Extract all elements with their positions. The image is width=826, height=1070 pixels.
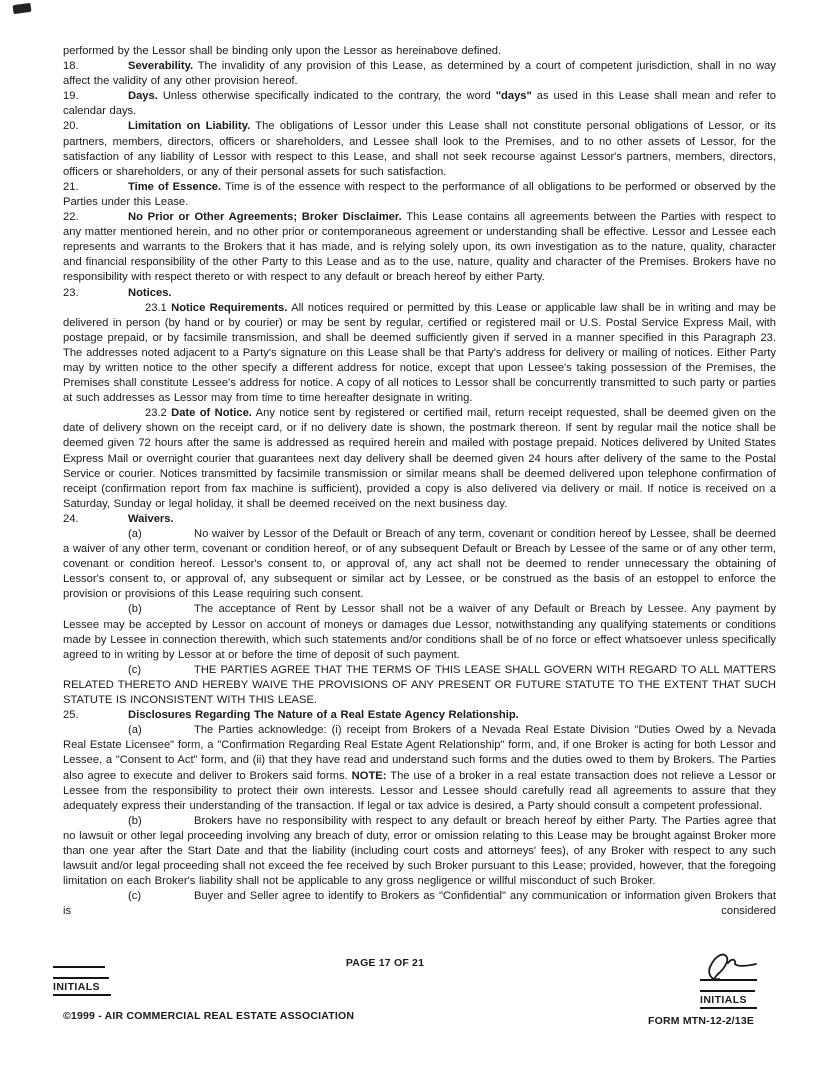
initials-underline [53, 994, 111, 996]
section-heading: Severability. [128, 60, 194, 73]
section-21-time-of-essence [63, 180, 776, 210]
paragraph-text: THE PARTIES AGREE THAT THE TERMS OF THIS LEASE SHALL GOVERN WITH REGARD TO ALL MATTERS RELATED THERETO AND HEREBY WAIVE THE PROVISIONS OF ANY PRESENT OR FUTURE STATUTE TO THE EXTENT THAT SUCH STATUTE IS INCONSISTENT WITH THIS LEASE. [63, 663, 776, 707]
handwritten-initials-icon [703, 952, 761, 982]
section-number: 21. [63, 180, 79, 193]
section-heading: Disclosures Regarding The Nature of a Real Estate Agency Relationship. [128, 709, 519, 722]
clause-letter: (a) [128, 724, 142, 737]
section-number: 24. [63, 512, 79, 525]
section-24-waivers [63, 512, 776, 527]
paragraph-text: Time is of the essence with respect to the performance of all obligations to be performed or observed by the Parties under this Lease. [63, 180, 777, 208]
section-number: 22. [63, 211, 79, 224]
clause-letter: (c) [128, 890, 142, 903]
clause-letter: (b) [128, 814, 142, 827]
paragraph-text: Unless otherwise specifically indicated to the contrary, the word [162, 90, 496, 103]
lease-text-body [63, 44, 776, 919]
paragraph-text: Buyer and Seller agree to identify to Brokers as "Confidential" any communication or information given Brokers that is considered [63, 890, 776, 918]
initials-line [53, 977, 109, 979]
subsection-23-2-date-of-notice [63, 406, 776, 512]
paragraph-text: This Lease contains all agreements between the Parties with respect to any matter mentioned herein, and no other prior or contemporaneous agreement or understanding shall be effective. Lessor and Lessee each represents and warrants to the Brokers that it has made, and is relying solely upon, its own investigation as to the nature, quality, character and financial responsibility of the other Party to this Lease and as to the use, nature, quality and character of the Premises. Brokers have no responsibility with respect thereto or with respect to any default or breach hereof by either Party. [63, 211, 776, 284]
subsection-23-1-notice-requirements [63, 301, 776, 407]
subsection-number: 23.1 [145, 301, 167, 314]
paragraph-text: The acceptance of Rent by Lessor shall not be a waiver of any Default or Breach by Lessee. Any payment by Lessee may be accepted by Lessor on account of moneys or damages due Lessor, notwithstanding any qualifying statements or conditions made by Lessee in connection therewith, which such statements and/or conditions shall be of no force or effect whatsoever unless specifically agreed to in writing by Lessor at or before the time of deposit of such payment. [63, 603, 776, 661]
section-heading: Days. [128, 90, 158, 103]
clause-25c [63, 889, 776, 919]
subsection-heading: Notice Requirements. [171, 301, 288, 314]
paragraph-text: The Parties acknowledge: (i) receipt from Brokers of a Nevada Real Estate Division "Duties Owed by a Nevada Real Estate Licensee" form, a "Confirmation Regarding Real Estate Agent Relationship" form, and, if one Broker is acting for both Lessor and Lessee, a "Consent to Act" form, and (ii) that they have read and understand such forms and the duties owed to them by Brokers. The Parties also agree to execute and deliver to Brokers said forms. [63, 724, 776, 782]
initials-line [53, 966, 105, 968]
section-22-no-prior-agreements [63, 210, 776, 285]
signature-line [700, 979, 757, 981]
initials-underline [700, 1007, 757, 1009]
form-number-label: FORM MTN-12-2/13E [648, 1015, 755, 1027]
section-number: 18. [63, 60, 79, 73]
paragraph-text: No waiver by Lessor of the Default or Breach of any term, covenant or condition hereof by Lessee, shall be deemed a waiver of any other term, covenant or condition hereof, or of any subsequent Default or Breach by Lessee of the same or of any other term, covenant or condition hereof. Lessor's consent to, or approval of, any act shall not be deemed to render unnecessary the obtaining of Lessor's consent to, or approval of, any subsequent or similar act by Lessee, or be construed as the basis of an estoppel to enforce the provision or provisions of this Lease requiring such consent. [63, 528, 776, 601]
section-heading: Waivers. [128, 512, 174, 525]
section-number: 25. [63, 709, 79, 722]
section-25-disclosures [63, 708, 776, 723]
subsection-number: 23.2 [145, 407, 167, 420]
paragraph-text: performed by the Lessor shall be binding only upon the Lessor as hereinabove defined. [63, 45, 502, 57]
section-heading: Limitation on Liability. [128, 120, 251, 133]
section-heading: Time of Essence. [128, 180, 222, 193]
initials-block-right [700, 952, 762, 1009]
initials-block-left [53, 966, 113, 996]
paragraph-text: as used in this Lease shall mean and refer to calendar days. [63, 90, 776, 118]
paragraph-text: All notices required or permitted by this Lease or applicable law shall be in writing and may be delivered in person (by hand or by courier) or may be sent by regular, certified or registered mail or U.S. Postal Service Express Mail, with postage prepaid, or by facsimile transmission, and shall be deemed sufficiently given if served in a manner specified in this Paragraph 23. The addresses noted adjacent to a Party's signature on this Lease shall be that Party's address for delivery or mailing of notices. Either Party may by written notice to the other specify a different address for notice, except that upon Lessee's taking possession of the Premises, the Premises shall constitute Lessee's address for notice. A copy of all notices to Lessor shall be concurrently transmitted to such party or parties at such addresses as Lessor may from time to time hereafter designate in writing. [63, 301, 776, 405]
page-number-label: PAGE 17 OF 21 [345, 957, 425, 969]
clause-24a [63, 527, 776, 602]
paragraph-text: Brokers have no responsibility with respect to any default or breach hereof by either Party. The Parties agree that no lawsuit or other legal proceeding involving any breach of duty, error or omission relating to this Lease may be brought against Broker more than one year after the Start Date and that the liability (including court costs and attorneys' fees), of any Broker with respect to any such lawsuit and/or legal proceeding shall not exceed the fee received by such Broker pursuant to this Lease; provided, however, that the foregoing limitation on each Broker's liability shall not be applicable to any gross negligence or willful misconduct of such Broker. [63, 814, 776, 888]
clause-25b [63, 814, 776, 889]
scan-artifact-mark [12, 3, 31, 14]
paragraph-text: Any notice sent by registered or certified mail, return receipt requested, shall be deemed given on the date of delivery shown on the receipt card, or if no delivery date is shown, the postmark thereon. If sent by regular mail the notice shall be deemed given 72 hours after the same is addressed as required herein and mailed with postage prepaid. Notices delivered by United States Express Mail or overnight courier that guarantees next day delivery shall be deemed given 24 hours after delivery of the same to the Postal Service or courier. Notices transmitted by facsimile transmission or similar means shall be deemed delivered upon telephone confirmation of receipt (confirmation report from fax machine is sufficient), provided a copy is also delivered via delivery or mail. If notice is received on a Saturday, Sunday or legal holiday, it shall be deemed received on the next business day. [63, 407, 777, 510]
initials-line [700, 990, 755, 992]
section-19-days [63, 89, 776, 119]
clause-24b [63, 602, 776, 662]
copyright-line: ©1999 - AIR COMMERCIAL REAL ESTATE ASSOCIATION [63, 1010, 355, 1022]
section-20-limitation-on-liability [63, 119, 776, 179]
section-18-severability [63, 59, 776, 89]
clause-letter: (c) [128, 663, 142, 676]
paragraph-text: The use of a broker in a real estate transaction does not relieve a Lessor or Lessee from the responsibility to protect their own interests. Lessor and Lessee should carefully read all agreements to assure that they adequately express their understanding of the transaction. If legal or tax advice is desired, a Party should consult a competent professional. [63, 769, 776, 812]
section-heading: Notices. [128, 286, 172, 299]
section-heading: No Prior or Other Agreements; Broker Disclaimer. [128, 211, 402, 224]
paragraph-continuation [63, 44, 776, 59]
initials-label: INITIALS [53, 981, 100, 993]
section-23-notices [63, 286, 776, 301]
clause-25a [63, 723, 776, 814]
clause-letter: (b) [128, 603, 142, 616]
section-number: 19. [63, 90, 79, 103]
clause-24c [63, 663, 776, 708]
section-number: 23. [63, 286, 79, 299]
emphasized-word: "days" [495, 90, 532, 103]
note-label: NOTE: [351, 769, 387, 782]
clause-letter: (a) [128, 528, 142, 540]
section-number: 20. [63, 120, 79, 133]
subsection-heading: Date of Notice. [171, 407, 252, 420]
paragraph-text: The obligations of Lessor under this Lease shall not constitute personal obligations of Lessor, or its partners, members, directors, officers or shareholders, and Lessee shall look to the Premises, and to no other assets of Lessor, for the satisfaction of any liability of Lessor with respect to this Lease, and shall not seek recourse against Lessor's partners, members, directors, officers or shareholders, or any of their personal assets for such satisfaction. [63, 120, 776, 178]
initials-label: INITIALS [700, 994, 747, 1006]
paragraph-text: The invalidity of any provision of this Lease, as determined by a court of competent jurisdiction, shall in no way affect the validity of any other provision hereof. [63, 60, 776, 88]
